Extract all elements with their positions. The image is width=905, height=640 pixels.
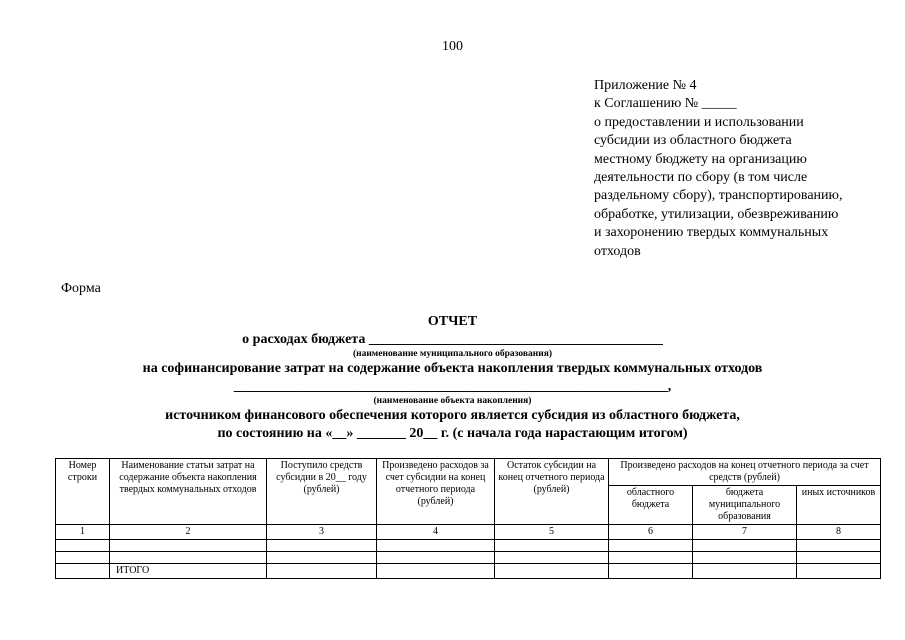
table-cell[interactable] [495, 552, 609, 564]
table-cell[interactable] [609, 540, 693, 552]
object-caption: (наименование объекта накопления) [373, 396, 532, 406]
header-municipal-budget: бюджета муниципального образования [693, 486, 797, 525]
header-spent-from-subsidy: Произведено расходов за счет субсидии на конец отчетного периода (рублей) [377, 459, 495, 525]
column-number: 4 [377, 525, 495, 540]
header-row-number: Номер строки [56, 459, 110, 525]
table-cell[interactable] [797, 564, 881, 579]
table-cell[interactable] [495, 564, 609, 579]
header-received: Поступило средств субсидии в 20__ году (рублей) [267, 459, 377, 525]
appendix-line: Приложение № 4 [594, 78, 697, 93]
table-cell[interactable] [797, 540, 881, 552]
table-cell[interactable] [693, 552, 797, 564]
table-cell[interactable] [693, 564, 797, 579]
table-row [56, 552, 881, 564]
header-other-sources: иных источников [797, 486, 881, 525]
table-cell[interactable] [377, 552, 495, 564]
total-label: ИТОГО [110, 564, 267, 579]
column-number: 1 [56, 525, 110, 540]
table-cell[interactable] [609, 552, 693, 564]
appendix-block [594, 77, 884, 261]
column-number-row [56, 525, 881, 540]
table-cell[interactable] [377, 540, 495, 552]
form-label: Форма [61, 281, 101, 296]
table-cell[interactable] [377, 564, 495, 579]
header-item-name: Наименование статьи затрат на содержание объекта накопления твердых коммунальных отходов [110, 459, 267, 525]
municipality-caption: (наименование муниципального образования) [352, 349, 553, 359]
header-spent-group: Произведено расходов на конец отчетного периода за счет средств (рублей) [609, 459, 881, 486]
table-cell[interactable] [110, 552, 267, 564]
appendix-line: к Соглашению № _____ [594, 96, 737, 112]
column-number: 3 [267, 525, 377, 540]
report-purpose-line: на софинансирование затрат на содержание объекта накопления твердых коммунальных отходов [142, 361, 763, 376]
table-cell[interactable] [56, 540, 110, 552]
table-cell[interactable] [495, 540, 609, 552]
header-subsidy-balance: Остаток субсидии на конец отчетного периода (рублей) [495, 459, 609, 525]
table-cell[interactable] [693, 540, 797, 552]
report-source-line: источником финансового обеспечения которого является субсидия из областного бюджета, [165, 408, 740, 423]
column-number: 2 [110, 525, 267, 540]
appendix-line: и захоронению твердых коммунальных [594, 225, 829, 241]
total-row [56, 564, 881, 579]
page-number: 100 [442, 39, 463, 54]
table-cell[interactable] [110, 540, 267, 552]
appendix-line: отходов [594, 243, 641, 259]
report-date-line: по состоянию на «__» _______ 20__ г. (с начала года нарастающим итогом) [217, 426, 688, 441]
report-title: ОТЧЕТ [427, 314, 478, 329]
appendix-line: обработке, утилизации, обезвреживанию [594, 206, 839, 222]
appendix-line: о предоставлении и использовании [594, 114, 804, 130]
table-cell[interactable] [609, 564, 693, 579]
appendix-line: раздельному сбору), транспортированию, [594, 188, 843, 204]
table-cell[interactable] [267, 552, 377, 564]
table-cell[interactable] [56, 552, 110, 564]
table-cell[interactable] [267, 564, 377, 579]
report-budget-line: о расходах бюджета __________________________________________ [242, 332, 663, 347]
appendix-line: деятельности по сбору (в том числе [594, 170, 808, 186]
table-cell[interactable] [797, 552, 881, 564]
appendix-line: субсидии из областного бюджета [594, 133, 792, 149]
table-row [56, 540, 881, 552]
column-number: 8 [797, 525, 881, 540]
header-regional-budget: областного бюджета [609, 486, 693, 525]
table-cell[interactable] [267, 540, 377, 552]
report-table [55, 458, 881, 579]
column-number: 5 [495, 525, 609, 540]
report-object-line: ______________________________________________________________, [233, 379, 672, 394]
report-title-block [0, 313, 905, 443]
table-cell[interactable] [56, 564, 110, 579]
column-number: 7 [693, 525, 797, 540]
appendix-line: местному бюджету на организацию [594, 151, 807, 167]
column-number: 6 [609, 525, 693, 540]
